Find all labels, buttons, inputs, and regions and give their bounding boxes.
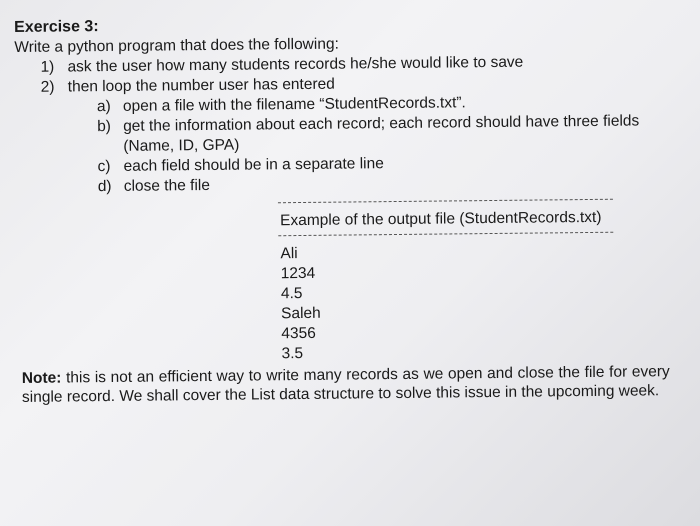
substep-marker: c): [97, 157, 111, 176]
exercise-intro: Write a python program that does the following:: [14, 35, 339, 56]
substep-marker: b): [97, 117, 112, 136]
example-line: 1234: [280, 264, 316, 283]
substep-text: open a file with the filename “StudentRecords.txt”.: [122, 94, 466, 115]
step-marker: 2): [40, 78, 55, 96]
substep-text: get the information about each record; each record should have three fields: [123, 112, 640, 135]
step-text: then loop the number user has entered: [67, 75, 335, 96]
example-line: Saleh: [281, 304, 321, 323]
substep-marker: d): [97, 177, 112, 196]
exercise-title: Exercise 3:: [14, 18, 99, 36]
note-paragraph: [22, 362, 670, 407]
example-title: Example of the output file (StudentRecords.txt): [280, 208, 602, 230]
sub-steps-list: [45, 91, 676, 198]
note-text: this is not an efficient way to write many records as we open and close the file for every single record. We shall cover the List data structure to solve this issue in the upcoming week.: [21, 363, 670, 406]
substep-text-continued: (Name, ID, GPA): [123, 136, 240, 155]
example-line: 4.5: [280, 284, 303, 303]
step-text: ask the user how many students records he/she would like to save: [67, 53, 524, 76]
example-output-box: [278, 199, 615, 364]
substep-item: [45, 111, 675, 158]
example-line: 3.5: [281, 344, 304, 363]
substep-text: close the file: [123, 176, 211, 195]
example-line: Ali: [280, 245, 298, 263]
example-line: 4356: [281, 324, 316, 343]
note-label: Note:: [21, 369, 62, 387]
exercise-document: [14, 11, 678, 407]
substep-marker: a): [96, 97, 111, 116]
substep-text: each field should be in a separate line: [123, 155, 384, 175]
step-marker: 1): [40, 58, 55, 76]
example-lines: [278, 241, 614, 365]
main-steps-list: [14, 51, 674, 98]
